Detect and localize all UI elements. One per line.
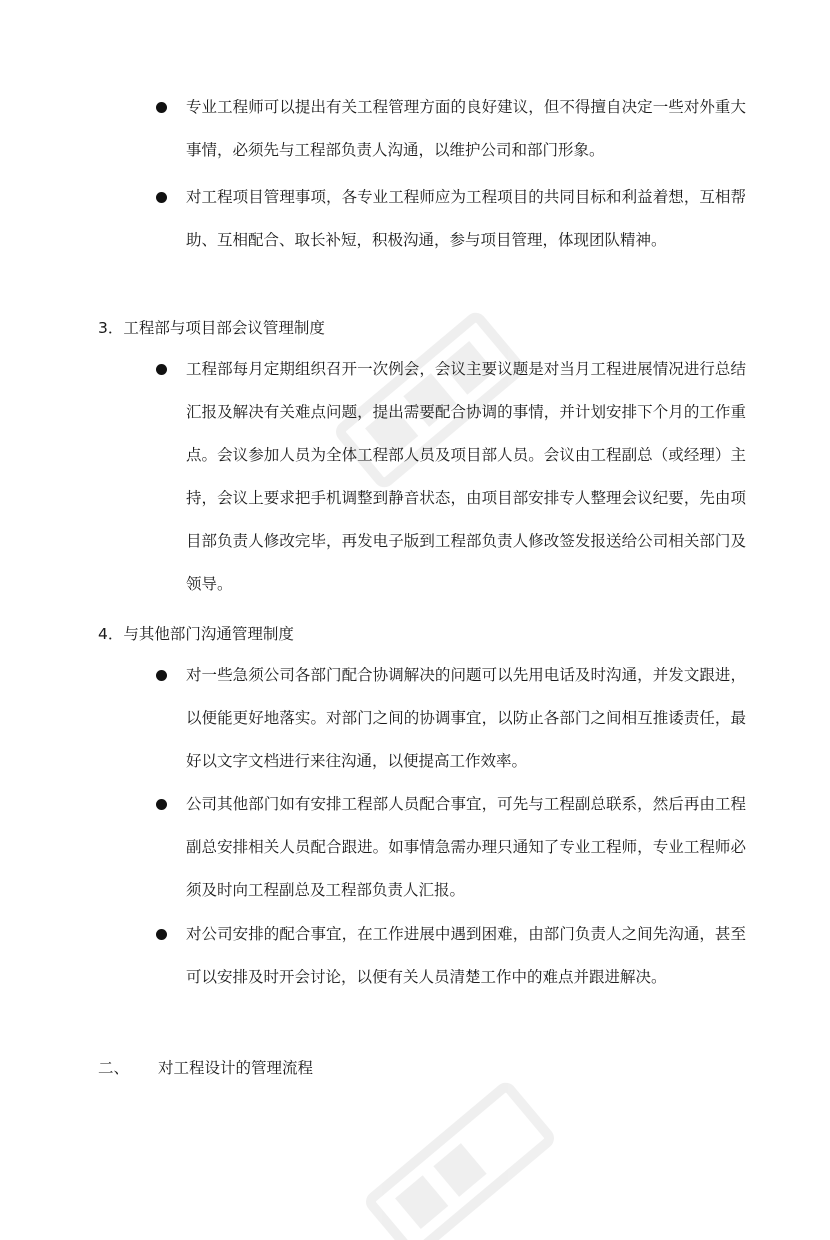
bullet-icon xyxy=(156,102,167,113)
bullet-icon xyxy=(156,799,167,810)
bullet-text: 对公司安排的配合事宜，在工作进展中遇到困难，由部门负责人之间先沟通，甚至可以安排及时开会讨论，以便有关人员清楚工作中的难点并跟进解决。 xyxy=(186,925,746,986)
part-2-heading xyxy=(98,1056,313,1080)
list-item xyxy=(186,913,746,999)
watermark-stamp xyxy=(330,1040,590,1240)
list-item xyxy=(186,348,746,606)
bullet-icon xyxy=(156,192,167,203)
part-number: 二、 xyxy=(98,1059,130,1077)
list-item xyxy=(186,654,746,783)
section-3-heading: 3．工程部与项目部会议管理制度 xyxy=(98,319,325,337)
bullet-text: 公司其他部门如有安排工程部人员配合事宜，可先与工程副总联系，然后再由工程副总安排相关人员配合跟进。如事情急需办理只通知了专业工程师，专业工程师必须及时向工程副总及工程部负责人汇报。 xyxy=(186,795,746,899)
bullet-text: 对一些急须公司各部门配合协调解决的问题可以先用电话及时沟通，并发文跟进，以便能更好地落实。对部门之间的协调事宜，以防止各部门之间相互推诿责任，最好以文字文档进行来往沟通，以便提高工作效率。 xyxy=(186,666,746,770)
bullet-icon xyxy=(156,364,167,375)
bullet-text: 对工程项目管理事项，各专业工程师应为工程项目的共同目标和利益着想，互相帮助、互相配合、取长补短，积极沟通，参与项目管理，体现团队精神。 xyxy=(186,188,746,249)
list-item xyxy=(186,783,746,912)
bullet-icon xyxy=(156,670,167,681)
list-item xyxy=(186,86,746,172)
list-item xyxy=(186,176,746,262)
bullet-text: 工程部每月定期组织召开一次例会，会议主要议题是对当月工程进展情况进行总结汇报及解决有关难点问题，提出需要配合协调的事情，并计划安排下个月的工作重点。会议参加人员为全体工程部人员及项目部人员。会议由工程副总（或经理）主持，会议上要求把手机调整到静音状态，由项目部安排专人整理会议纪要，先由项目部负责人修改完毕，再发电子版到工程部负责人修改签发报送给公司相关部门及领导。 xyxy=(186,360,746,593)
bullet-icon xyxy=(156,929,167,940)
section-4-heading: 4．与其他部门沟通管理制度 xyxy=(98,625,294,643)
bullet-text: 专业工程师可以提出有关工程管理方面的良好建议，但不得擅自决定一些对外重大事情，必须先与工程部负责人沟通，以维护公司和部门形象。 xyxy=(186,98,746,159)
part-title: 对工程设计的管理流程 xyxy=(158,1059,314,1077)
